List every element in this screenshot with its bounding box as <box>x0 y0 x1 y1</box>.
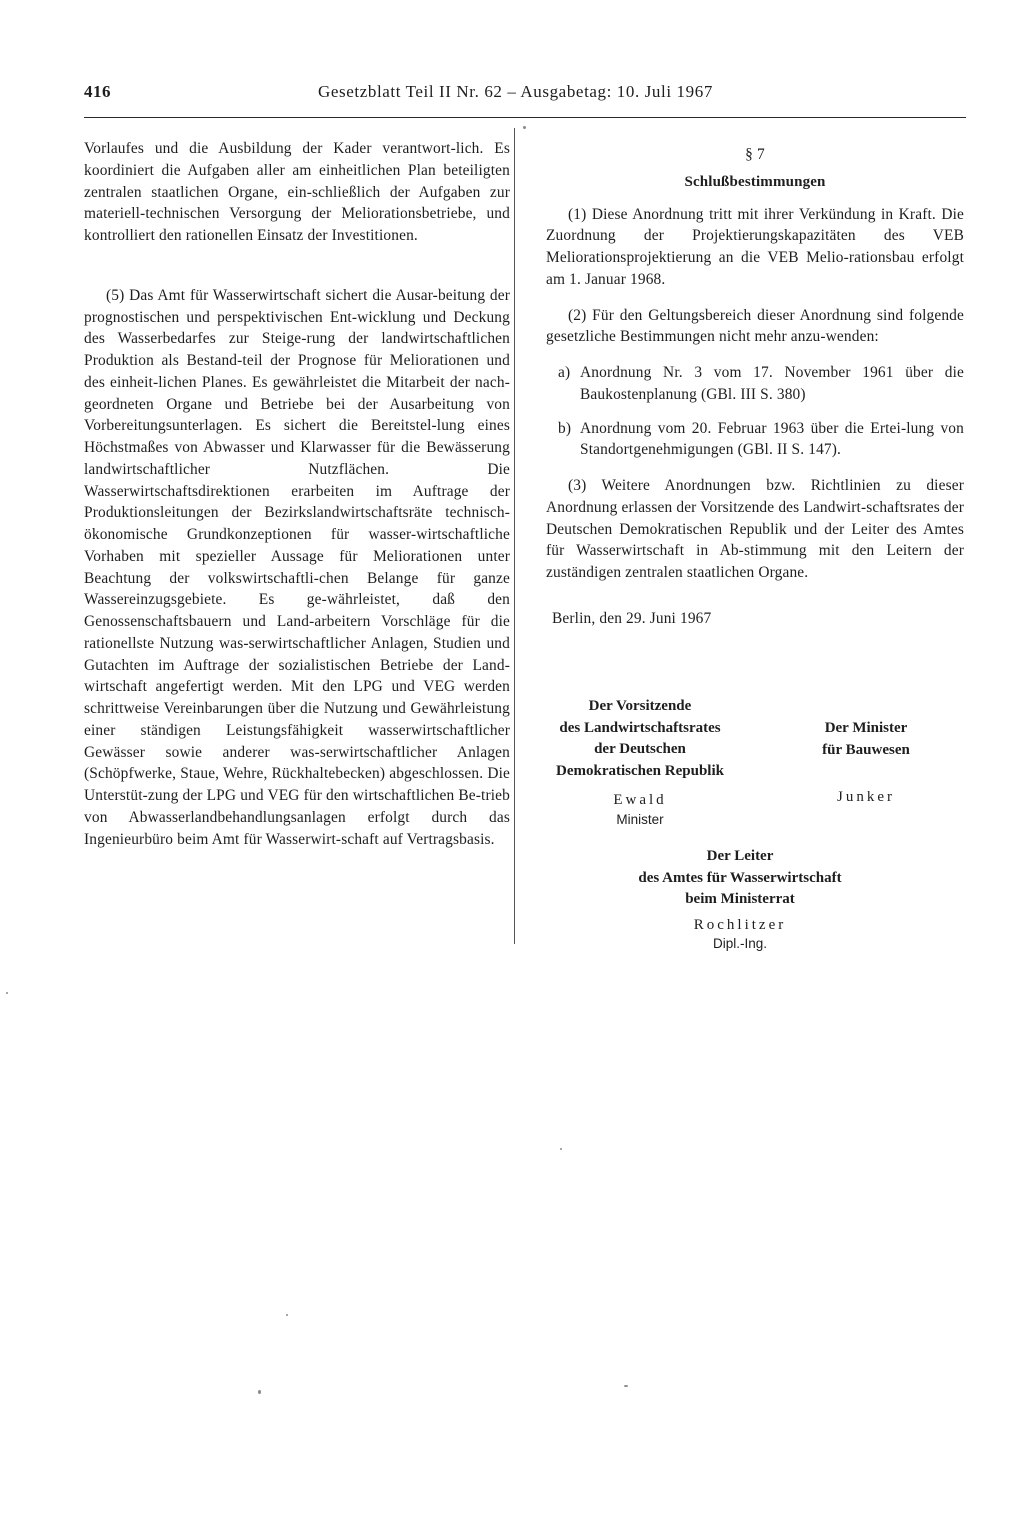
signatory-role: Dipl.-Ing. <box>712 936 768 951</box>
left-paragraph-continuation: Vorlaufes und die Ausbildung der Kader verantwort-lich. Es koordiniert die Aufgaben aller am einheitlichen Plan beteiligten zentralen staatlichen Organe, ein-schließlich der Aufgaben zur materiell-technischen Versorgung der Meliorationsbetriebe, und kontrolliert den rationellen Einsatz der Investitionen. <box>84 140 510 244</box>
signatory-office-line: der Deutschen <box>594 741 686 757</box>
signatory-office-line: des Amtes für Wasserwirtschaft <box>638 869 842 886</box>
column-divider <box>514 128 515 944</box>
final-provision-3: (3) Weitere Anordnungen bzw. Richtlinien zu dieser Anordnung erlassen der Vorsitzende des Landwirt-schaftsrates der Deutschen Demokratischen Republik und der Leiter des Amtes für Wasserwirtschaft in Ab-stimmung mit den Leitern der zuständigen zentralen staatlichen Organe. <box>546 477 964 581</box>
list-text: Anordnung vom 20. Februar 1963 über die Ertei-lung von Standortgenehmigungen (GBl. II S. 147). <box>580 419 964 459</box>
paragraph-gap <box>546 291 964 305</box>
right-column <box>546 138 964 630</box>
left-paragraph-5: (5) Das Amt für Wasserwirtschaft sichert die Ausar-beitung der prognostischen und perspektivischen Ent-wicklung und Deckung des Wasserbedarfes zur Steige-rung der landwirtschaftlichen Produktion als Bestand-teil der Prognose für Meliorationen und des einheit-lichen Planes. Es gewährleistet die Mitarbeit der nach-geordneten Organe und Betriebe bei der Ausarbeitung von Vorbereitungsunterlagen. Es sichert die Bereitstel-lung eines Höchstmaßes von Abwasser und Klarwasser für die Bewässerung landwirtschaftlicher Nutzflächen. Die Wasserwirtschaftsdirektionen erarbeiten im Auftrage der Produktionsleitungen der Bezirkslandwirtschaftsräte technisch-ökonomische Grundkonzeptionen für wasser-wirtschaftliche Vorhaben mit spezieller Aussage für Meliorationen unter Beachtung der volkswirtschaftli-chen Belange für ganze Wassereinzugsgebiete. Es ge-währleistet, daß den Genossenschaftsbauern und Land-arbeitern Vorschläge für die rationellste Nutzung was-serwirtschaftlicher Anlagen, Studien und Gutachten im Auftrage der sozialistischen Betriebe der Land-wirtschaft angefertigt werden. Mit den LPG und VEG werden schrittweise Vereinbarungen über die Nutzung und Gewährleistung einer ständigen Leistungsfähigkeit wasserwirtschaftlicher Gewässer sowie anderer was-serwirtschaftlicher Anlagen (Schöpfwerke, Staue, Wehre, Rückhaltebecken) abgeschlossen. Die Unterstüt-zung der LPG und VEG für den wirtschaftlichen Be-trieb von Abwasserlandbehandlungsanlagen erfolgt durch das Ingenieurbüro beim Amt für Wasserwirt-schaft auf Vertragsbasis. <box>84 286 510 848</box>
signatory-office-line: Der Minister <box>824 720 908 736</box>
signatory-office-line: beim Ministerrat <box>685 891 795 907</box>
place-and-date: Berlin, den 29. Juni 1967 <box>552 609 712 627</box>
signatory-office-line: Der Vorsitzende <box>588 698 692 714</box>
page-number: 416 <box>84 82 111 101</box>
signatory-office-line: für Bauwesen <box>822 741 910 758</box>
scan-speck <box>6 992 8 994</box>
signatory-office-line: des Landwirtschaftsrates <box>559 719 721 736</box>
repealed-item-b <box>546 418 964 462</box>
paragraph-gap <box>546 584 964 594</box>
signature-bauwesen <box>766 718 966 809</box>
signatory-office-line: Der Leiter <box>706 848 774 864</box>
scan-speck <box>624 1385 628 1387</box>
signatory-role: Minister <box>616 811 664 827</box>
signatory-name: Junker <box>837 789 895 805</box>
scan-speck <box>258 1390 261 1394</box>
paragraph-gap <box>546 406 964 418</box>
left-column <box>84 138 510 850</box>
signature-wasserwirtschaft <box>580 846 900 952</box>
paragraph-gap <box>546 461 964 475</box>
scan-speck <box>286 1314 288 1316</box>
signatory-name: Rochlitzer <box>693 916 787 933</box>
final-provision-1: (1) Diese Anordnung tritt mit ihrer Verkündung in Kraft. Die Zuordnung der Projektierungskapazitäten des VEB Meliorationsprojektierung an die VEB Melio-rationsbau erfolgt am 1. Januar 1968. <box>546 205 964 288</box>
final-provision-2: (2) Für den Geltungsbereich dieser Anordnung sind folgende gesetzliche Bestimmungen nicht mehr anzu-wenden: <box>546 306 964 346</box>
signatory-office-line: Demokratischen Republik <box>556 762 724 779</box>
list-marker: a) <box>558 364 571 381</box>
header-rule <box>84 117 966 118</box>
signature-landwirtschaftsrat <box>540 696 740 828</box>
running-head: Gesetzblatt Teil II Nr. 62 – Ausgabetag: 10. Juli 1967 <box>318 82 713 101</box>
list-text: Anordnung Nr. 3 vom 17. November 1961 über die Baukostenplanung (GBl. III S. 380) <box>580 364 964 403</box>
list-marker: b) <box>558 419 572 437</box>
signatory-name: Ewald <box>613 792 667 808</box>
scan-speck <box>523 126 526 129</box>
section-number: § 7 <box>745 146 765 163</box>
paragraph-gap <box>84 247 510 285</box>
section-title: Schlußbestimmungen <box>684 173 826 190</box>
paragraph-gap <box>546 348 964 362</box>
repealed-item-a <box>546 362 964 406</box>
scan-speck <box>560 1148 562 1150</box>
